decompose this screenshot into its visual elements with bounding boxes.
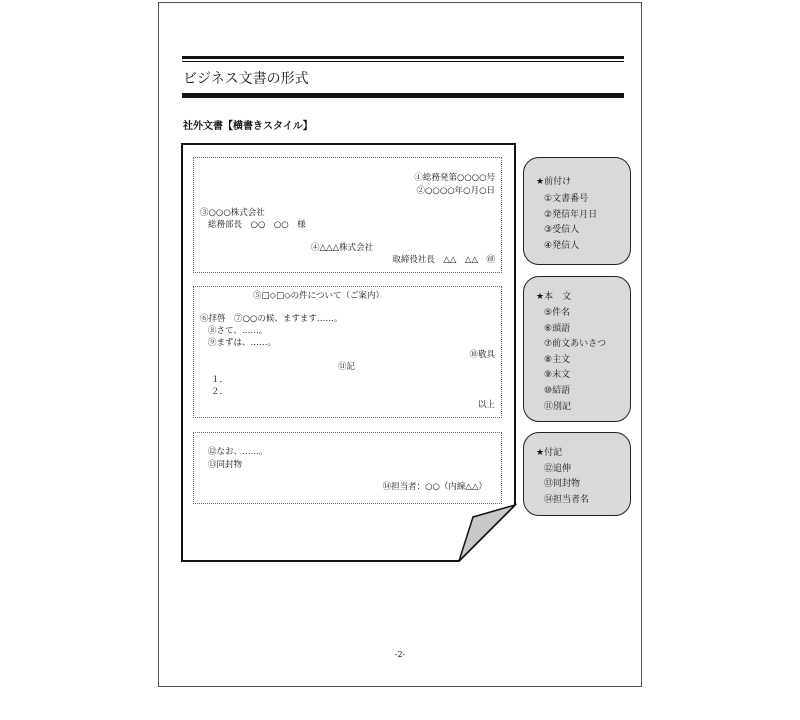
note-end: 以上 — [477, 400, 495, 410]
panel-appendix-item: ⑫追伸 — [544, 464, 572, 474]
panel-front-item: ③受信人 — [544, 225, 580, 235]
panel-appendix-item: ⑬同封物 — [544, 479, 581, 489]
enclosure: ⑬同封物 — [208, 460, 243, 470]
doc-date: ②○○○○年○月○日 — [416, 186, 495, 196]
postscript: ⑫なお、……。 — [208, 447, 268, 457]
panel-front-heading: ★前付け — [536, 177, 572, 187]
panel-body-item: ⑤件名 — [544, 308, 571, 318]
closing-word: ⑩敬具 — [469, 350, 495, 360]
recipient-company: ③○○○株式会社 — [200, 208, 265, 218]
panel-appendix — [523, 432, 631, 516]
doc-number: ①総務発第○○○○号 — [414, 173, 495, 183]
panel-appendix-heading: ★付記 — [536, 448, 563, 458]
letter-body-section — [193, 286, 502, 418]
closing-text: ⑨まずは、……。 — [208, 338, 277, 348]
contact-person: ⑭担当者：○○（内線△△） — [382, 482, 487, 492]
panel-body-item: ⑨末文 — [544, 370, 571, 380]
panel-front-item: ②発信年月日 — [544, 210, 598, 220]
sender-person: 取締役社長 △△ △△ ㊞ — [392, 255, 495, 265]
panel-appendix-item: ⑭担当者名 — [544, 495, 590, 505]
panel-body-item: ⑩結語 — [544, 386, 571, 396]
section-subtitle: 社外文書【横書きスタイル】 — [183, 121, 313, 132]
note-item-2: ２． — [211, 387, 229, 397]
note-item-1: １． — [211, 375, 229, 385]
panel-body-item: ⑪別記 — [544, 402, 572, 412]
panel-front-item: ①文書番号 — [544, 194, 589, 204]
panel-front-matter — [523, 157, 631, 265]
letter-subject: ⑤□◇□◇の件について（ご案内） — [253, 291, 384, 301]
page-title: ビジネス文書の形式 — [183, 71, 309, 87]
panel-body-item: ⑧主文 — [544, 355, 571, 365]
opening-greeting: ⑥拝啓 ⑦○○の候、ますます……。 — [200, 314, 343, 324]
sender-company: ④△△△株式会社 — [311, 243, 374, 253]
page-number: -2- — [394, 650, 406, 659]
title-rule-bottom — [182, 93, 624, 98]
panel-front-item: ④発信人 — [544, 241, 580, 251]
separate-note-heading: ⑪記 — [338, 362, 356, 372]
panel-body-item: ⑦前文あいさつ — [544, 339, 607, 349]
panel-body-item: ⑥頭語 — [544, 324, 571, 334]
recipient-person: 総務部長 ○○ ○○ 様 — [208, 220, 306, 230]
panel-body — [523, 276, 631, 422]
panel-body-heading: ★本 文 — [536, 292, 572, 302]
title-rule-top — [182, 56, 624, 62]
main-text: ⑧さて、……。 — [208, 326, 268, 336]
